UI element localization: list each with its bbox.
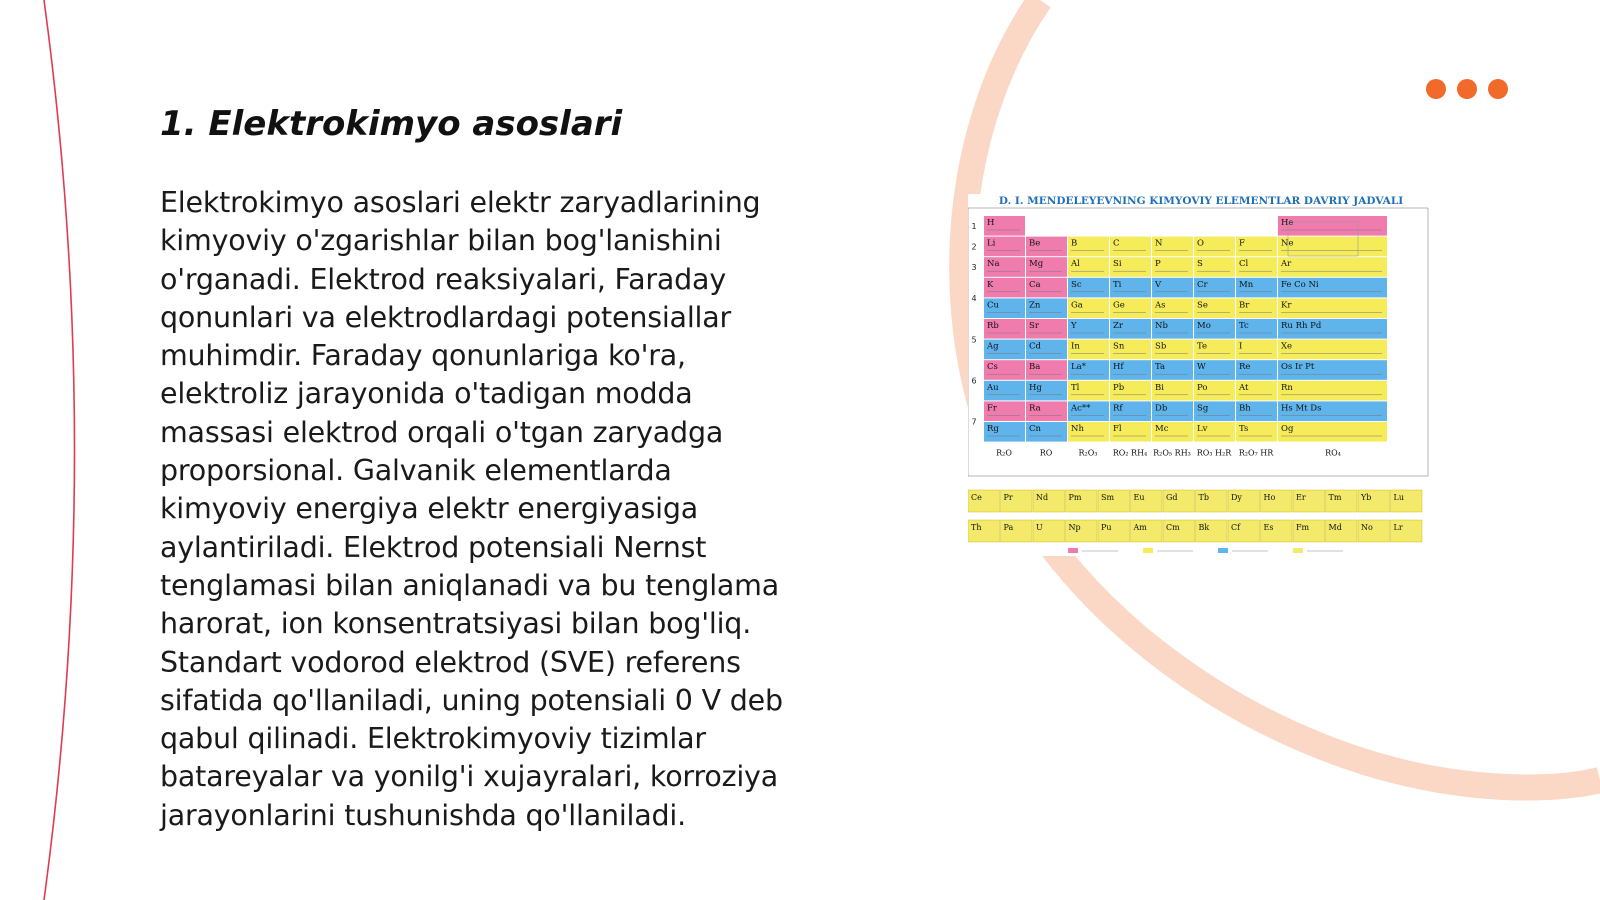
orange-dot: [1457, 79, 1477, 99]
period-number: 7: [971, 417, 977, 427]
element-symbol: Cn: [1029, 424, 1041, 434]
oxide-formula: R₂O₅ RH₃: [1153, 448, 1191, 458]
element-symbol: Og: [1281, 424, 1294, 434]
element-symbol: Ce: [971, 493, 982, 502]
element-cell: [1278, 237, 1387, 257]
element-symbol: Rf: [1113, 403, 1123, 414]
element-symbol: Xe: [1281, 341, 1293, 352]
body-line: tenglamasi bilan aniqlanadi va bu tenglama: [160, 568, 780, 602]
element-symbol: Re: [1239, 362, 1251, 373]
element-symbol: Gd: [1166, 493, 1178, 502]
element-symbol: Eu: [1133, 493, 1145, 502]
element-symbol: Pb: [1113, 382, 1125, 393]
element-symbol: Os Ir Pt: [1281, 362, 1315, 373]
element-symbol: Am: [1133, 523, 1147, 532]
element-symbol: Db: [1155, 403, 1168, 414]
element-symbol: Fm: [1296, 523, 1310, 532]
element-symbol: Cs: [987, 362, 998, 373]
periodic-table-image: [968, 194, 1434, 556]
period-number: 3: [971, 263, 977, 273]
body-line: kimyoviy energiya elektr energiyasiga: [160, 492, 698, 526]
element-symbol: Br: [1239, 300, 1250, 311]
element-symbol: C: [1113, 238, 1120, 249]
element-symbol: S: [1197, 259, 1203, 270]
element-symbol: Ts: [1239, 424, 1249, 434]
element-symbol: Sr: [1029, 321, 1039, 331]
element-symbol: In: [1071, 341, 1080, 352]
element-symbol: Si: [1113, 259, 1122, 270]
body-line: elektroliz jarayonida o'tadigan modda: [160, 377, 693, 411]
slide-body-text: [160, 184, 830, 835]
element-symbol: Cr: [1197, 279, 1208, 290]
body-line: aylantiriladi. Elektrod potensiali Nernst: [160, 530, 707, 564]
element-symbol: Bi: [1155, 382, 1164, 393]
oxide-formula: RO₃ H₂R: [1196, 448, 1232, 458]
element-symbol: Mg: [1029, 259, 1044, 270]
element-symbol: Y: [1071, 321, 1077, 331]
element-symbol: Nb: [1155, 321, 1168, 331]
body-line: jarayonlarini tushunishda qo'llaniladi.: [160, 798, 687, 832]
body-line: proporsional. Galvanik elementlarda: [160, 454, 672, 488]
element-symbol: Tm: [1328, 493, 1342, 502]
element-symbol: O: [1197, 238, 1204, 249]
element-symbol: Ba: [1029, 362, 1041, 373]
element-symbol: Ho: [1263, 493, 1276, 502]
decorative-dots: [1426, 79, 1508, 99]
period-number: 4: [971, 294, 977, 304]
element-symbol: Na: [987, 259, 1000, 270]
element-symbol: Pa: [1003, 523, 1014, 532]
element-cell: [1278, 216, 1387, 236]
element-symbol: Ga: [1071, 300, 1083, 311]
element-symbol: Ti: [1113, 279, 1122, 290]
body-line: o'rganadi. Elektrod reaksiyalari, Faraday: [160, 262, 726, 296]
element-symbol: Sg: [1197, 403, 1209, 414]
element-cell: [1278, 298, 1387, 318]
element-symbol: Zr: [1113, 321, 1123, 331]
legend-swatch: [1293, 548, 1303, 553]
element-symbol: Ar: [1281, 259, 1292, 270]
periodic-table-graphic: [968, 194, 1434, 556]
oxide-formula: RO: [1039, 448, 1053, 458]
element-symbol: Yb: [1361, 493, 1372, 502]
element-symbol: N: [1155, 238, 1163, 249]
slide-title: 1. Elektrokimyo asoslari: [160, 104, 623, 144]
oxide-formula: RO₄: [1325, 448, 1341, 458]
element-symbol: Mo: [1197, 321, 1211, 331]
element-symbol: Au: [987, 382, 999, 393]
element-symbol: Np: [1068, 523, 1081, 532]
element-symbol: Cl: [1239, 259, 1249, 270]
element-symbol: Pu: [1101, 523, 1112, 532]
element-symbol: Hs Mt Ds: [1281, 403, 1322, 414]
element-symbol: Hf: [1113, 362, 1124, 373]
element-symbol: Cf: [1231, 523, 1241, 532]
element-symbol: Fr: [987, 403, 997, 414]
oxide-formula: R₂O₇ HR: [1238, 448, 1274, 458]
element-symbol: P: [1155, 259, 1161, 270]
element-symbol: Cd: [1029, 341, 1041, 352]
element-symbol: Sc: [1071, 279, 1082, 290]
legend-swatch: [1068, 548, 1078, 553]
element-symbol: Ge: [1113, 300, 1125, 311]
element-symbol: Lr: [1393, 523, 1403, 532]
element-symbol: I: [1239, 341, 1243, 352]
body-line: muhimdir. Faraday qonunlariga ko'ra,: [160, 339, 686, 373]
element-symbol: Es: [1263, 523, 1274, 532]
element-symbol: Nd: [1036, 493, 1049, 502]
element-symbol: V: [1155, 279, 1162, 290]
orange-dot: [1426, 79, 1446, 99]
element-symbol: Ru Rh Pd: [1281, 321, 1322, 331]
body-line: Standart vodorod elektrod (SVE) referens: [160, 645, 741, 679]
element-symbol: Ta: [1155, 362, 1166, 373]
element-symbol: La*: [1071, 362, 1086, 373]
body-line: harorat, ion konsentratsiyasi bilan bog'liq.: [160, 607, 752, 641]
element-symbol: At: [1239, 382, 1249, 393]
element-symbol: U: [1036, 523, 1043, 532]
left-curve-line: [44, 0, 75, 900]
period-number: 6: [971, 376, 977, 386]
body-line: Elektrokimyo asoslari elektr zaryadlarining: [160, 186, 761, 219]
element-symbol: Pr: [1003, 493, 1013, 502]
element-symbol: Ra: [1029, 403, 1041, 414]
element-symbol: As: [1155, 300, 1166, 311]
period-number: 5: [971, 335, 977, 345]
element-symbol: Cu: [987, 300, 999, 311]
element-symbol: Nh: [1071, 424, 1084, 434]
element-symbol: H: [987, 218, 995, 228]
element-symbol: Sm: [1101, 493, 1115, 502]
element-symbol: Fl: [1113, 424, 1122, 434]
element-symbol: Tb: [1198, 493, 1209, 502]
element-symbol: Tl: [1071, 382, 1080, 393]
element-symbol: Ca: [1029, 279, 1041, 290]
element-symbol: Bh: [1239, 403, 1251, 414]
oxide-formula: R₂O: [996, 448, 1012, 458]
element-symbol: K: [987, 279, 994, 290]
element-cell: [1278, 340, 1387, 360]
element-symbol: Kr: [1281, 300, 1292, 311]
element-symbol: B: [1071, 238, 1078, 249]
element-symbol: Tc: [1239, 321, 1249, 331]
period-number: 1: [971, 222, 977, 231]
element-symbol: Rn: [1281, 382, 1293, 393]
element-symbol: Th: [971, 523, 982, 532]
element-symbol: Rg: [987, 424, 999, 434]
element-symbol: Pm: [1068, 493, 1082, 502]
element-symbol: Dy: [1231, 493, 1242, 502]
element-symbol: Te: [1197, 341, 1208, 352]
element-symbol: Sb: [1155, 341, 1167, 352]
element-symbol: Rb: [987, 321, 999, 331]
element-symbol: Er: [1296, 493, 1306, 502]
element-symbol: Hg: [1029, 382, 1042, 393]
body-line: sifatida qo'llaniladi, uning potensiali 0 V deb: [160, 683, 783, 717]
oxide-formula: R₂O₃: [1078, 448, 1098, 458]
element-symbol: Po: [1197, 382, 1208, 393]
periodic-table-title: D. I. MENDELEYEVNING KIMYOVIY ELEMENTLAR DAVRIY JADVALI: [998, 195, 1404, 207]
element-symbol: No: [1361, 523, 1373, 532]
element-symbol: W: [1197, 362, 1206, 373]
element-symbol: F: [1239, 238, 1245, 249]
legend-swatch: [1218, 548, 1228, 553]
body-line: qabul qilinadi. Elektrokimyoviy tizimlar: [160, 722, 706, 756]
element-cell: [1278, 381, 1387, 401]
body-line: kimyoviy o'zgarishlar bilan bog'lanishini: [160, 224, 722, 258]
element-symbol: Li: [987, 238, 996, 249]
element-symbol: Sn: [1113, 341, 1125, 352]
orange-dot: [1488, 79, 1508, 99]
period-number: 2: [971, 242, 977, 252]
element-symbol: Fe Co Ni: [1281, 279, 1319, 290]
element-cell: [1278, 257, 1387, 277]
element-symbol: Ac**: [1071, 403, 1091, 414]
element-symbol: Lv: [1197, 424, 1208, 434]
element-symbol: Cm: [1166, 523, 1180, 532]
element-cell: [1278, 422, 1387, 442]
element-symbol: Be: [1029, 238, 1041, 249]
oxide-formula: RO₂ RH₄: [1112, 448, 1148, 458]
element-symbol: Al: [1071, 259, 1080, 270]
body-line: massasi elektrod orqali o'tgan zaryadga: [160, 415, 724, 449]
element-symbol: Mn: [1239, 279, 1254, 290]
legend-swatch: [1143, 548, 1153, 553]
element-symbol: Zn: [1029, 300, 1041, 311]
element-symbol: Ne: [1281, 238, 1294, 249]
element-symbol: Ag: [987, 341, 999, 352]
body-line: batareyalar va yonilg'i xujayralari, korroziya: [160, 760, 778, 794]
body-line: qonunlari va elektrodlardagi potensiallar: [160, 300, 732, 334]
element-symbol: Bk: [1198, 523, 1210, 532]
element-symbol: Lu: [1393, 493, 1404, 502]
element-symbol: He: [1281, 218, 1294, 228]
element-symbol: Mc: [1155, 424, 1169, 434]
element-symbol: Md: [1328, 523, 1342, 532]
element-symbol: Se: [1197, 300, 1208, 311]
